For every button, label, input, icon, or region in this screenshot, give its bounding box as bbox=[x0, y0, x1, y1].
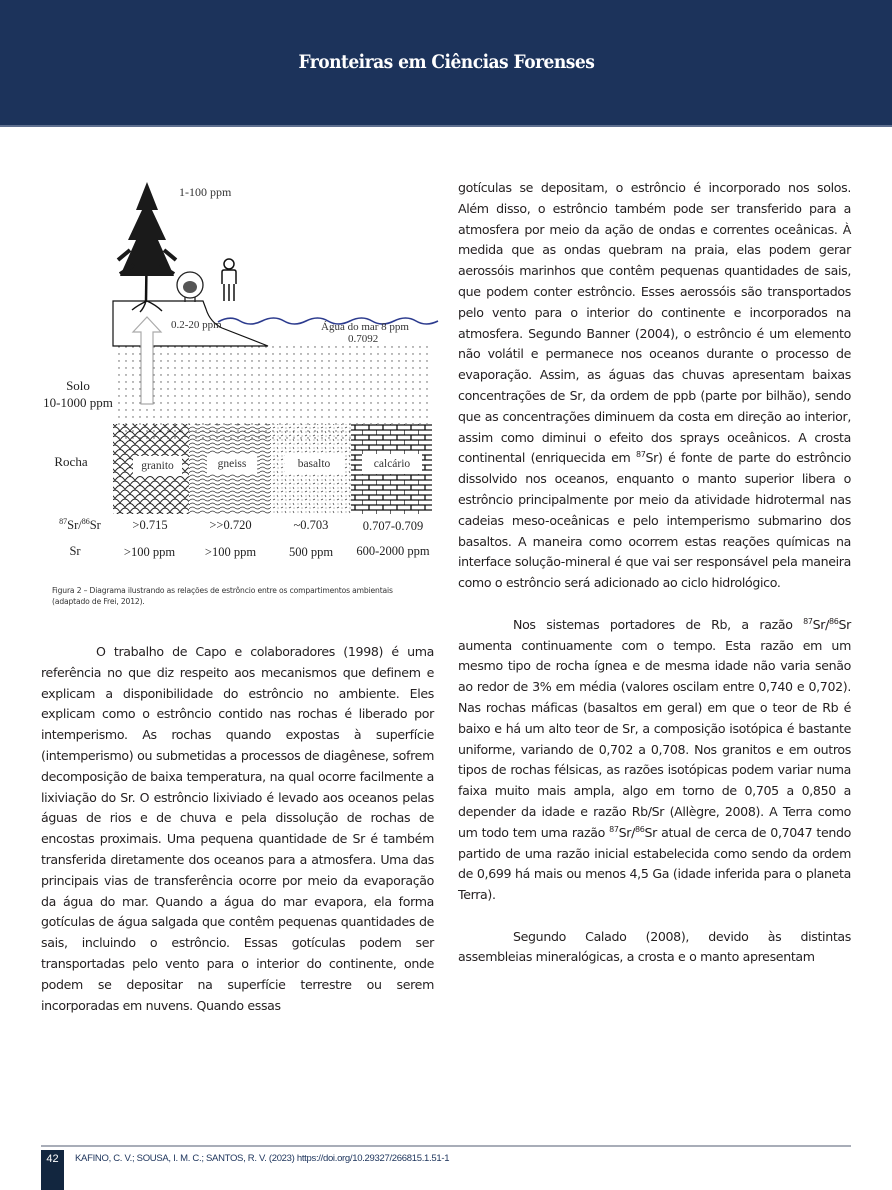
rocha-label: Rocha bbox=[54, 454, 88, 469]
right-column bbox=[458, 178, 851, 968]
page-number: 42 bbox=[41, 1150, 64, 1190]
ratio-gneiss: >>0.720 bbox=[209, 518, 252, 532]
surface-soil-concentration: 0.2-20 ppm bbox=[171, 319, 222, 331]
rock-label-calcario: calcário bbox=[362, 454, 422, 474]
tree-icon bbox=[118, 182, 176, 312]
figure-2 bbox=[40, 170, 440, 610]
sheep-icon bbox=[177, 272, 203, 302]
solo-label: Solo bbox=[66, 378, 90, 393]
journal-header bbox=[0, 0, 892, 127]
footer-divider bbox=[41, 1145, 851, 1147]
ratio-granito: >0.715 bbox=[132, 518, 168, 532]
ratio-calcario: 0.707-0.709 bbox=[362, 519, 424, 533]
paragraph: O trabalho de Capo e colaboradores (1998) é uma referência no que diz respeito aos mecanismos que definem e explicam a disponibilidade do estrôncio no ambiente. Eles explicam como o estrôncio contido nas rochas é liberado por intemperismo. As rochas quando expostas à superfície (intemperismo) ou submetidas a processos de diagênese, sofrem decomposição de baixa temperatura, na qual ocorre facilmente a lixiviação do Sr. O estrôncio lixiviado é levado aos oceanos pelas águas de rios e de chuva e pela dissolução de rochas de encostas proximais. Uma pequena quantidade de Sr é também transferida diretamente dos oceanos para a atmosfera. Uma das principais vias de transferência ocorre por meio da evaporação da água do mar. Quando a água do mar evapora, ela forma gotículas de água salgada que contêm pequenas quantidades de sais, incluindo o estrôncio. Essas gotículas podem ser transportadas pelo vento para o interior do continente, onde podem se depositar na superfície terrestre ou serem incorporadas em nuvens. Quando essas bbox=[41, 644, 434, 1013]
seawater-concentration: Água do mar 8 ppm bbox=[321, 321, 409, 333]
rock-label-granito: granito bbox=[133, 456, 182, 476]
sr-granito: >100 ppm bbox=[123, 545, 176, 559]
vegetation-concentration: 1-100 ppm bbox=[179, 185, 232, 199]
paragraph: gotículas se depositam, o estrôncio é incorporado nos solos. Além disso, o estrôncio também pode ser transferido para a atmosfera por meio da ação de ondas e correntes oceânicas. À medida que as ondas quebram na praia, elas podem gerar aerossóis marinhos que contêm pequenas quantidades de sais, que podem conter estrôncio. Esses aerossóis são transportados pelo vento para o interior do continente e incorporados na atmosfera. Segundo Banner (2004), o estrôncio é um elemento não volátil e permanece nos oceanos durante o processo de evaporação. Assim, as águas das chuvas apresentam baixas concentrações de Sr, da ordem de ppb (parte por bilhão), sendo que as concentrações diminuem da costa em direção ao interior, assim como diminui o efeito dos sprays oceânicos. A crosta continental (enriquecida em $^{87}$Sr) é fonte de parte do estrôncio dissolvido nos oceanos, enquanto o manto superior libera o estrôncio principalmente por meio da atividade hidrotermal nas cadeias meso-oceânicas e pelo intemperismo submarino dos basaltos. A maneira como ocorrem estas reações químicas na interface solução-mineral é que vai ser responsável pela maneira como o estrôncio será adicionado ao ciclo hidrológico. bbox=[458, 180, 851, 591]
ratio-basalto: ~0.703 bbox=[293, 518, 329, 532]
sr-calcario: 600-2000 ppm bbox=[356, 544, 430, 558]
paragraph: Nos sistemas portadores de Rb, a razão $^{87}$Sr/$^{86}$Sr aumenta continuamente com o tempo. Esta razão em um mesmo tipo de rocha ígnea e de mesma idade não varia senão ao redor de 3% em média (valores oscilam entre 0,740 e 0,702). Nas rochas máficas (basaltos em geral) em que o teor de Rb é baixo e há um alto teor de Sr, a composição isotópica é bastante uniforme, variando de 0,702 a 0,708. Nos granitos e em outros tipos de rochas félsicas, as razões isotópicas podem variar numa faixa muito mais ampla, algo em torno de 0,705 a 0,850 a depender da idade e razão Rb/Sr (Allègre, 2008). A Terra como um todo tem uma razão $^{87}$Sr/$^{86}$Sr atual de cerca de 0,7047 tendo partido de uma razão inicial estabelecida como sendo da ordem de 0,699 há mais ou menos 4,5 Ga (idade inferida para o planeta Terra). bbox=[458, 616, 851, 903]
sr-gneiss: >100 ppm bbox=[204, 545, 257, 559]
rock-label-gneiss: gneiss bbox=[207, 454, 257, 474]
rock-label-basalto: basalto bbox=[285, 454, 343, 474]
seawater-ratio: 0.7092 bbox=[348, 333, 379, 345]
sr-basalto: 500 ppm bbox=[288, 545, 334, 559]
ratio-row-label: $^{87}$Sr/$^{86}$Sr bbox=[59, 517, 101, 532]
solo-range: 10-1000 ppm bbox=[43, 395, 113, 410]
person-icon bbox=[222, 259, 236, 301]
journal-title: Fronteiras em Ciências Forenses bbox=[298, 50, 594, 73]
sr-row-label: Sr bbox=[69, 544, 81, 558]
footer-citation: KAFINO, C. V.; SOUSA, I. M. C.; SANTOS, R. V. (2023) https://doi.org/10.29327/266815.1.51-1 bbox=[75, 1153, 450, 1164]
paragraph: Segundo Calado (2008), devido às distintas assembleias mineralógicas, a crosta e o manto apresentam bbox=[458, 928, 851, 965]
figure-caption: Figura 2 – Diagrama ilustrando as relações de estrôncio entre os compartimentos ambientais (adaptado de Frei, 2012). bbox=[52, 586, 393, 606]
left-column bbox=[41, 642, 434, 1016]
